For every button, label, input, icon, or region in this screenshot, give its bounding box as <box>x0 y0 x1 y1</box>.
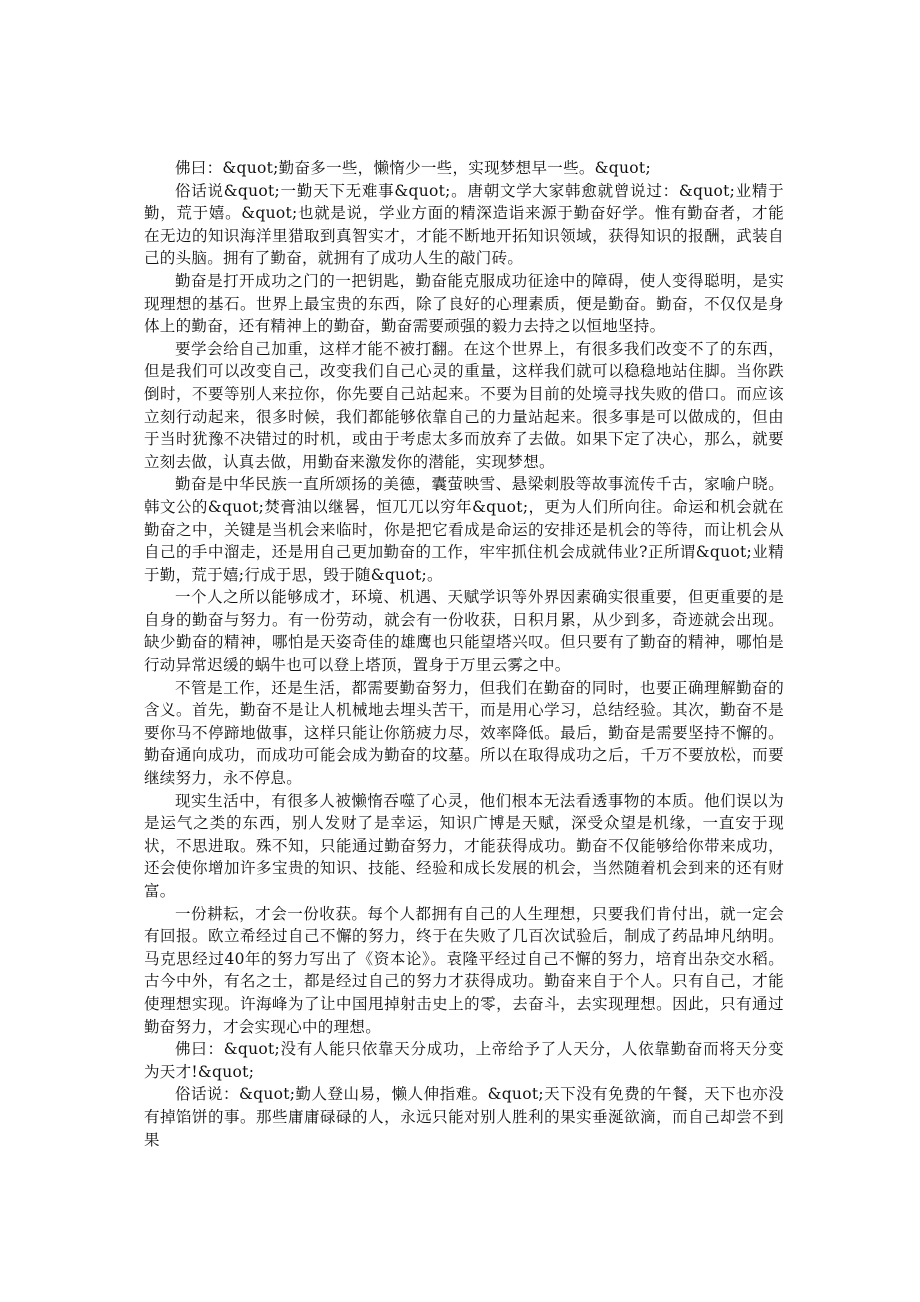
paragraph: 一份耕耘，才会一份收获。每个人都拥有自己的人生理想，只要我们肯付出，就一定会有回报。欧立希经过自己不懈的努力，终于在失败了几百次试验后，制成了药品坤凡纳明。马克思经过40年的努力写出了《资本论》。袁隆平经过自己不懈的努力，培育出杂交水稻。古今中外，有名之士，都是经过自己的努力才获得成功。勤奋来自于个人。只有自己，才能使理想实现。许海峰为了让中国甩掉射击史上的零，去奋斗，去实现理想。因此，只有通过勤奋努力，才会实现心中的理想。 <box>144 904 784 1036</box>
paragraph: 要学会给自己加重，这样才能不被打翻。在这个世界上，有很多我们改变不了的东西，但是我们可以改变自己，改变我们自己心灵的重量，这样我们就可以稳稳地站住脚。当你跌倒时，不要等别人来拉你，你先要自己站起来。不要为目前的处境寻找失败的借口。而应该立刻行动起来，很多时候，我们都能够依靠自己的力量站起来。很多事是可以做成的，但由于当时犹豫不决错过的时机，或由于考虑太多而放弃了去做。如果下定了决心，那么，就要立刻去做，认真去做，用勤奋来激发你的潜能，实现梦想。 <box>144 339 784 471</box>
paragraph: 不管是工作，还是生活，都需要勤奋努力，但我们在勤奋的同时，也要正确理解勤奋的含义。首先，勤奋不是让人机械地去埋头苦干，而是用心学习，总结经验。其次，勤奋不是要你马不停蹄地做事，这样只能让你筋疲力尽，效率降低。最后，勤奋是需要坚持不懈的。勤奋通向成功，而成功可能会成为勤奋的坟墓。所以在取得成功之后，千万不要放松，而要继续努力，永不停息。 <box>144 678 784 788</box>
article-body <box>144 157 784 1151</box>
paragraph: 勤奋是打开成功之门的一把钥匙，勤奋能克服成功征途中的障碍，使人变得聪明，是实现理想的基石。世界上最宝贵的东西，除了良好的心理素质，便是勤奋。勤奋，不仅仅是身体上的勤奋，还有精神上的勤奋，勤奋需要顽强的毅力去持之以恒地坚持。 <box>144 271 784 336</box>
paragraph: 一个人之所以能够成才，环境、机遇、天赋学识等外界因素确实很重要，但更重要的是自身的勤奋与努力。有一份劳动，就会有一份收获，日积月累，从少到多，奇迹就会出现。缺少勤奋的精神，哪怕是天姿奇佳的雄鹰也只能望塔兴叹。但只要有了勤奋的精神，哪怕是行动异常迟缓的蜗牛也可以登上塔顶，置身于万里云雾之中。 <box>144 588 784 675</box>
paragraph: 佛曰：&quot;勤奋多一些，懒惰少一些，实现梦想早一些。&quot; <box>175 159 651 177</box>
paragraph: 佛曰：&quot;没有人能只依靠天分成功，上帝给予了人天分，人依靠勤奋而将天分变为天才!&quot; <box>144 1040 784 1081</box>
paragraph: 俗话说&quot;一勤天下无难事&quot;。唐朝文学大家韩愈就曾说过：&quot;业精于勤，荒于嬉。&quot;也就是说，学业方面的精深造诣来源于勤奋好学。惟有勤奋者，才能在无边的知识海洋里猎取到真智实才，才能不断地开拓知识领域，获得知识的报酬，武装自己的头脑。拥有了勤奋，就拥有了成功人生的敲门砖。 <box>144 181 784 268</box>
paragraph: 勤奋是中华民族一直所颂扬的美德，囊萤映雪、悬梁刺股等故事流传千古，家喻户晓。韩文公的&quot;焚膏油以继晷，恒兀兀以穷年&quot;，更为人们所向往。命运和机会就在勤奋之中，关键是当机会来临时，你是把它看成是命运的安排还是机会的等待，而让机会从自己的手中溜走，还是用自己更加勤奋的工作，牢牢抓住机会成就伟业?正所谓&quot;业精于勤，荒于嬉;行成于思，毁于随&quot;。 <box>144 475 784 584</box>
paragraph: 俗话说：&quot;勤人登山易，懒人伸指难。&quot;天下没有免费的午餐，天下也亦没有掉馅饼的事。那些庸庸碌碌的人，永远只能对别人胜利的果实垂涎欲滴，而自己却尝不到果 <box>144 1085 784 1149</box>
paragraph: 现实生活中，有很多人被懒惰吞噬了心灵，他们根本无法看透事物的本质。他们误以为是运气之类的东西，别人发财了是幸运，知识广博是天赋，深受众望是机缘，一直安于现状，不思进取。殊不知，只能通过勤奋努力，才能获得成功。勤奋不仅能够给你带来成功，还会使你增加许多宝贵的知识、技能、经验和成长发展的机会，当然随着机会到来的还有财富。 <box>144 791 784 900</box>
